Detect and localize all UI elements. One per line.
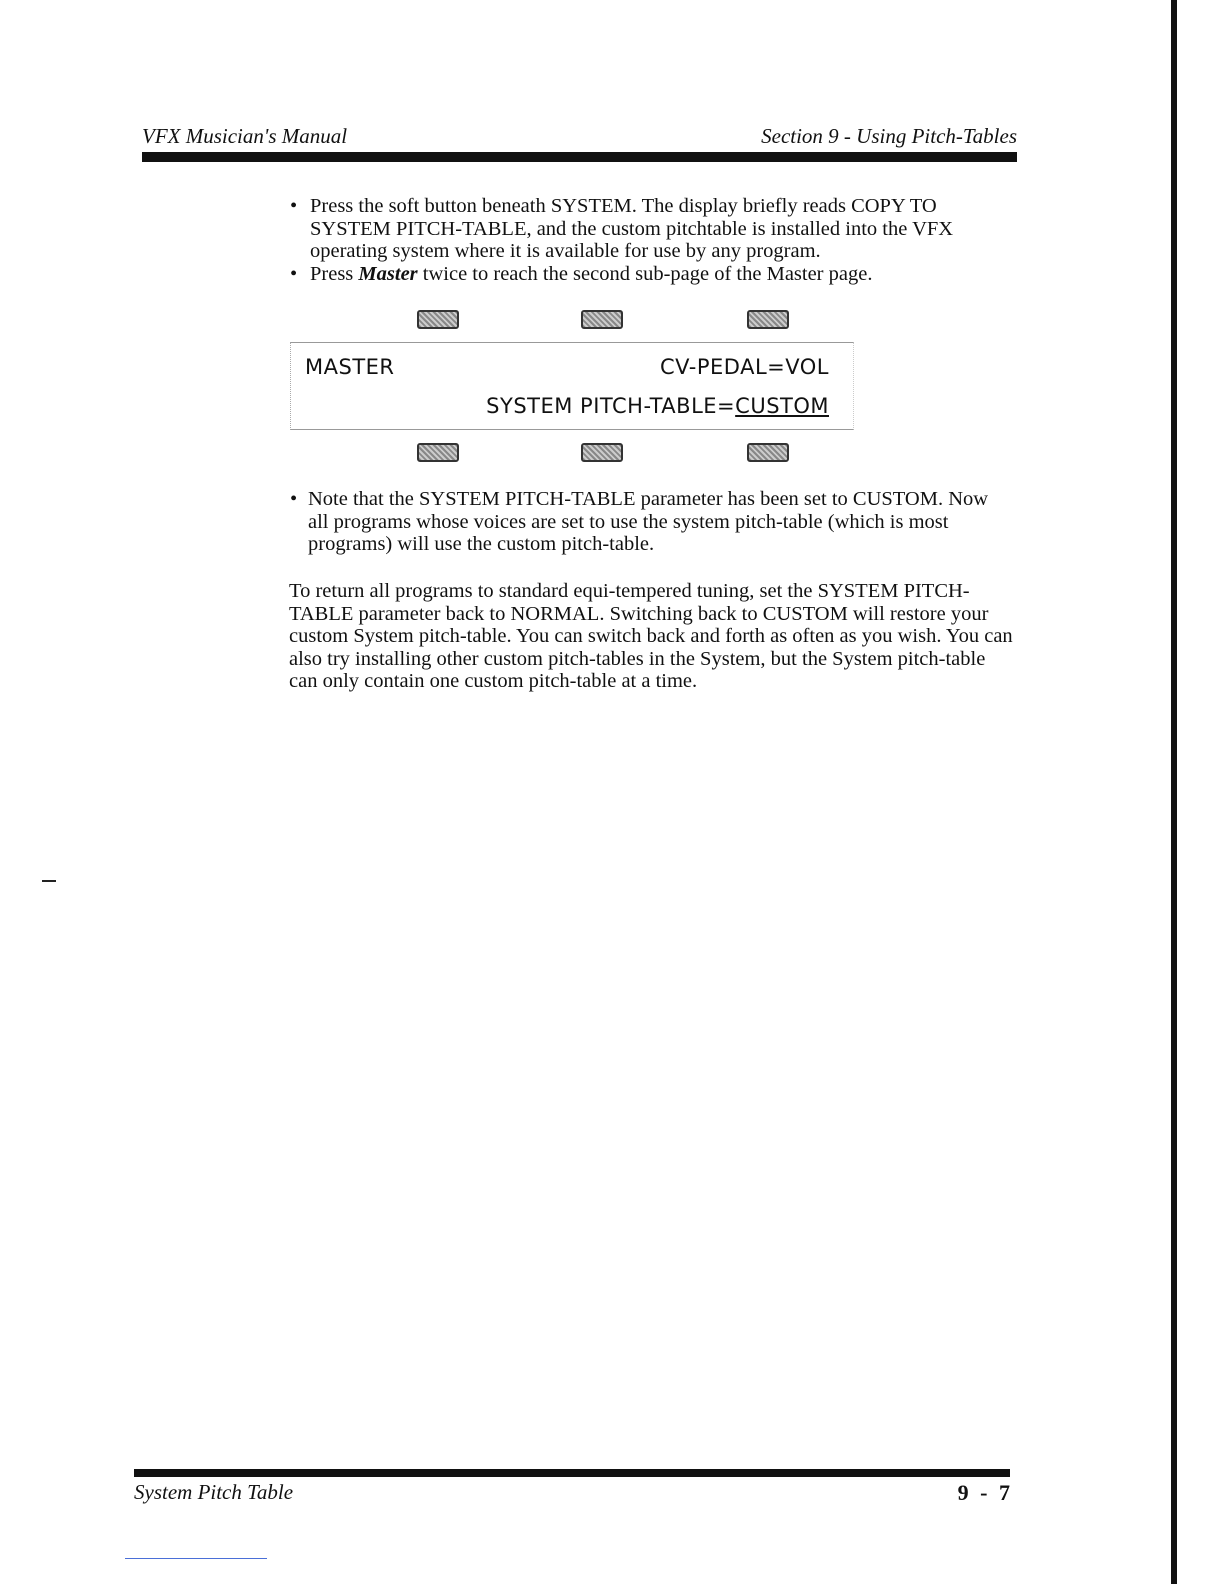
soft-button-bottom-center[interactable]	[581, 443, 623, 462]
bullet-dot: •	[290, 195, 298, 217]
soft-button-top-center[interactable]	[581, 310, 623, 329]
instruction-list	[290, 195, 1010, 285]
note-text: Note that the SYSTEM PITCH-TABLE parameter has been set to CUSTOM. Now all programs whose voices are set to use the system pitch-table (which is most programs) will use the custom pitch-table.	[308, 488, 989, 555]
bullet-dot: •	[290, 262, 298, 285]
header-rule	[142, 152, 1017, 162]
soft-button-bottom-right[interactable]	[747, 443, 789, 462]
note-list	[290, 488, 1010, 556]
param-label: SYSTEM PITCH-TABLE=	[486, 394, 736, 418]
display-system-pitch-table-param	[486, 394, 829, 418]
note-item	[290, 488, 1010, 556]
lcd-display	[290, 342, 854, 430]
page-number: 9 - 7	[957, 1480, 1010, 1505]
instruction-item	[290, 263, 1010, 286]
master-button-name: Master	[358, 262, 418, 285]
instruction-item	[290, 195, 1010, 263]
instruction-text-post: twice to reach the second sub-page of the Master page.	[417, 262, 873, 285]
header-section-title: Section 9 - Using Pitch-Tables	[761, 124, 1017, 148]
scan-edge-line	[1171, 0, 1177, 1584]
soft-button-top-right[interactable]	[747, 310, 789, 329]
footer-rule	[134, 1469, 1010, 1477]
margin-mark	[42, 880, 56, 882]
display-page-name: MASTER	[305, 355, 395, 379]
instruction-text-pre: Press	[310, 262, 359, 285]
display-cv-pedal-param: CV-PEDAL=VOL	[660, 355, 829, 379]
soft-button-bottom-left[interactable]	[417, 443, 459, 462]
param-value: CUSTOM	[735, 394, 829, 418]
soft-button-top-left[interactable]	[417, 310, 459, 329]
scan-artifact-line	[125, 1558, 267, 1559]
footer-chapter-title: System Pitch Table	[134, 1480, 294, 1504]
bullet-dot: •	[290, 488, 298, 510]
body-paragraph: To return all programs to standard equi-tempered tuning, set the SYSTEM PITCH-TABLE parameter back to NORMAL. Switching back to CUSTOM will restore your custom System pitch-table. You can switch back and forth as often as you wish. You can also try installing other custom pitch-tables in the System, but the System pitch-table can only contain one custom pitch-table at a time.	[289, 580, 1013, 692]
instruction-text: Press the soft button beneath SYSTEM. The display briefly reads COPY TO SYSTEM PITCH-TABLE, and the custom pitchtable is installed into the VFX operating system where it is available for use by any program.	[310, 195, 954, 262]
header-manual-title: VFX Musician's Manual	[142, 124, 348, 148]
